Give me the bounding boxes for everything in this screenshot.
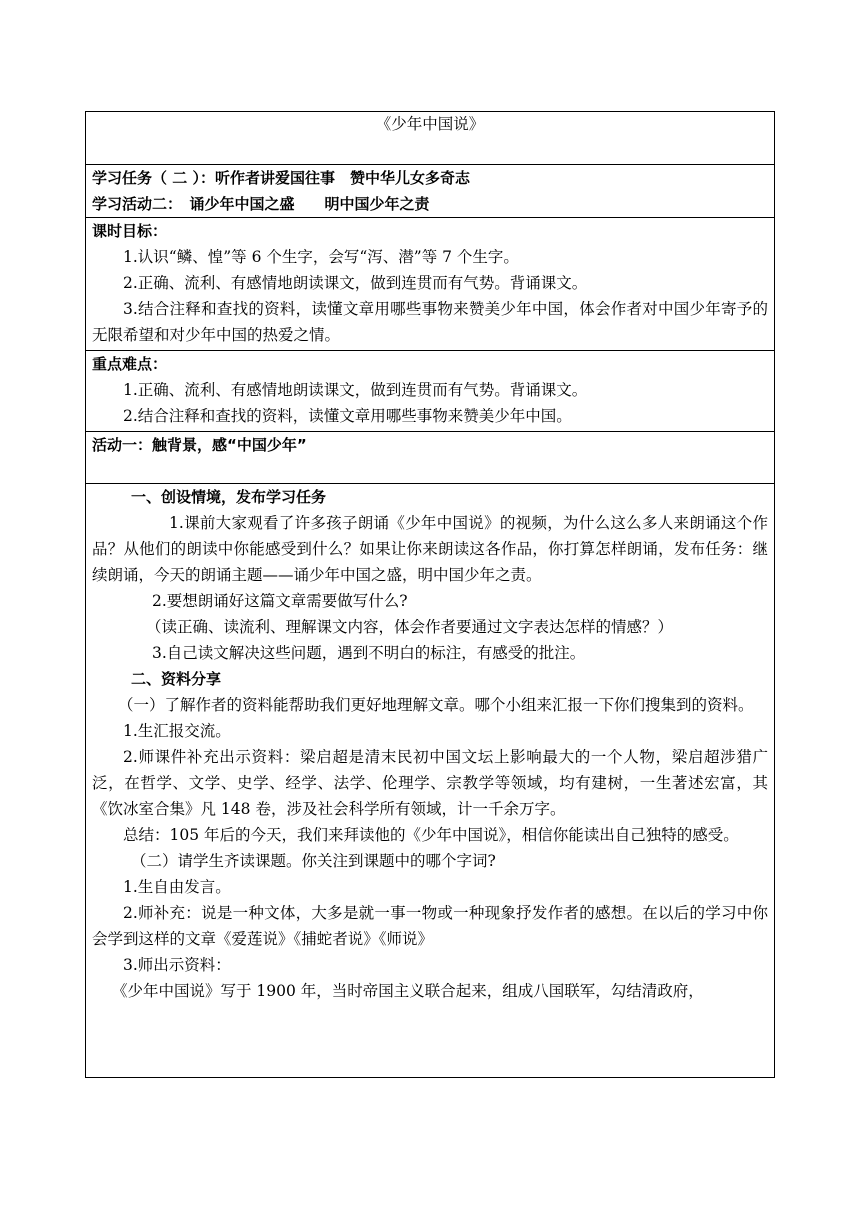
section2-paragraph-9: 《少年中国说》写于 1900 年，当时帝国主义联合起来，组成八国联军，勾结清政府，: [112, 982, 704, 1000]
section2-paragraph-5: （二）请学生齐读课题。你关注到课题中的哪个字词?: [131, 852, 496, 870]
section2-paragraph-3: 2.师课件补充出示资料：梁启超是清末民初中国文坛上影响最大的一个人物，梁启超涉猎广泛，在哲学、文学、史学、经学、法学、伦理学、宗教学等领域，均有建树，一生著述宏富，其《饮冰室合集》凡 148 卷，涉及社会科学所有领域，计一千余万字。: [92, 748, 768, 818]
goal-item-3: 3.结合注释和查找的资料，读懂文章用哪些事物来赞美少年中国，体会作者对中国少年寄予的无限希望和对少年中国的热爱之情。: [92, 300, 768, 344]
section2-paragraph-4: 总结：105 年后的今天，我们来拜读他的《少年中国说》，相信你能读出自己独特的感受。: [123, 826, 739, 844]
goal-item-2: 2.正确、流利、有感情地朗读课文，做到连贯而有气势。背诵课文。: [123, 274, 588, 292]
lesson-plan-page: [85, 111, 775, 1078]
section2-heading: 二、资料分享: [131, 670, 222, 688]
key-point-item-1: 1.正确、流利、有感情地朗读课文，做到连贯而有气势。背诵课文。: [123, 381, 588, 399]
title-cell: [86, 112, 775, 165]
key-points-heading: 重点难点：: [92, 355, 168, 373]
section2-paragraph-6: 1.生自由发言。: [123, 878, 231, 896]
goals-row: [86, 218, 775, 351]
document-title: 《少年中国说》: [375, 115, 485, 133]
learning-activity: 学习活动二： 诵少年中国之盛 明中国少年之责: [92, 195, 430, 213]
goals-heading: 课时目标：: [92, 222, 168, 240]
section2-paragraph-2: 1.生汇报交流。: [123, 722, 231, 740]
section1-paragraph-1: 1.课前大家观看了许多孩子朗诵《少年中国说》的视频，为什么这么多人来朗诵这个作品？从他们的朗读中你能感受到什么？如果让你来朗读这各作品，你打算怎样朗诵，发布任务：继续朗诵，今天的朗诵主题——诵少年中国之盛，明中国少年之责。: [92, 514, 768, 584]
title-row: [86, 112, 775, 165]
task-cell: [86, 165, 775, 218]
section2-paragraph-7: 2.师补充：说是一种文体，大多是就一事一物或一种现象抒发作者的感想。在以后的学习中你会学到这样的文章《爱莲说》《捕蛇者说》《师说》: [92, 904, 768, 948]
key-point-item-2: 2.结合注释和查找的资料，读懂文章用哪些事物来赞美少年中国。: [123, 407, 572, 425]
key-points-row: [86, 351, 775, 432]
activity-body-cell: [86, 484, 775, 1078]
task-row: [86, 165, 775, 218]
section2-paragraph-1: （一）了解作者的资料能帮助我们更好地理解文章。哪个小组来汇报一下你们搜集到的资料。: [118, 696, 754, 714]
key-points-cell: [86, 351, 775, 432]
activity1-cell: [86, 432, 775, 484]
section1-paragraph-2: 2.要想朗诵好这篇文章需要做写什么?: [152, 592, 408, 610]
activity1-heading: 活动一：触背景，感“中国少年”: [92, 436, 307, 454]
section2-paragraph-8: 3.师出示资料：: [123, 956, 231, 974]
section1-paragraph-3: （读正确、读流利、理解课文内容，体会作者要通过文字表达怎样的情感？）: [146, 618, 674, 636]
activity-body-row: [86, 484, 775, 1078]
lesson-plan-table: [85, 111, 775, 1078]
activity1-row: [86, 432, 775, 484]
section1-heading: 一、创设情境，发布学习任务: [131, 488, 327, 506]
goals-cell: [86, 218, 775, 351]
learning-task: 学习任务（ 二 ）：听作者讲爱国往事 赞中华儿女多奇志: [92, 169, 470, 187]
section1-paragraph-4: 3.自己读文解决这些问题，遇到不明白的标注，有感受的批注。: [152, 644, 586, 662]
goal-item-1: 1.认识“鳞、惶”等 6 个生字，会写“泻、潜”等 7 个生字。: [123, 248, 519, 266]
